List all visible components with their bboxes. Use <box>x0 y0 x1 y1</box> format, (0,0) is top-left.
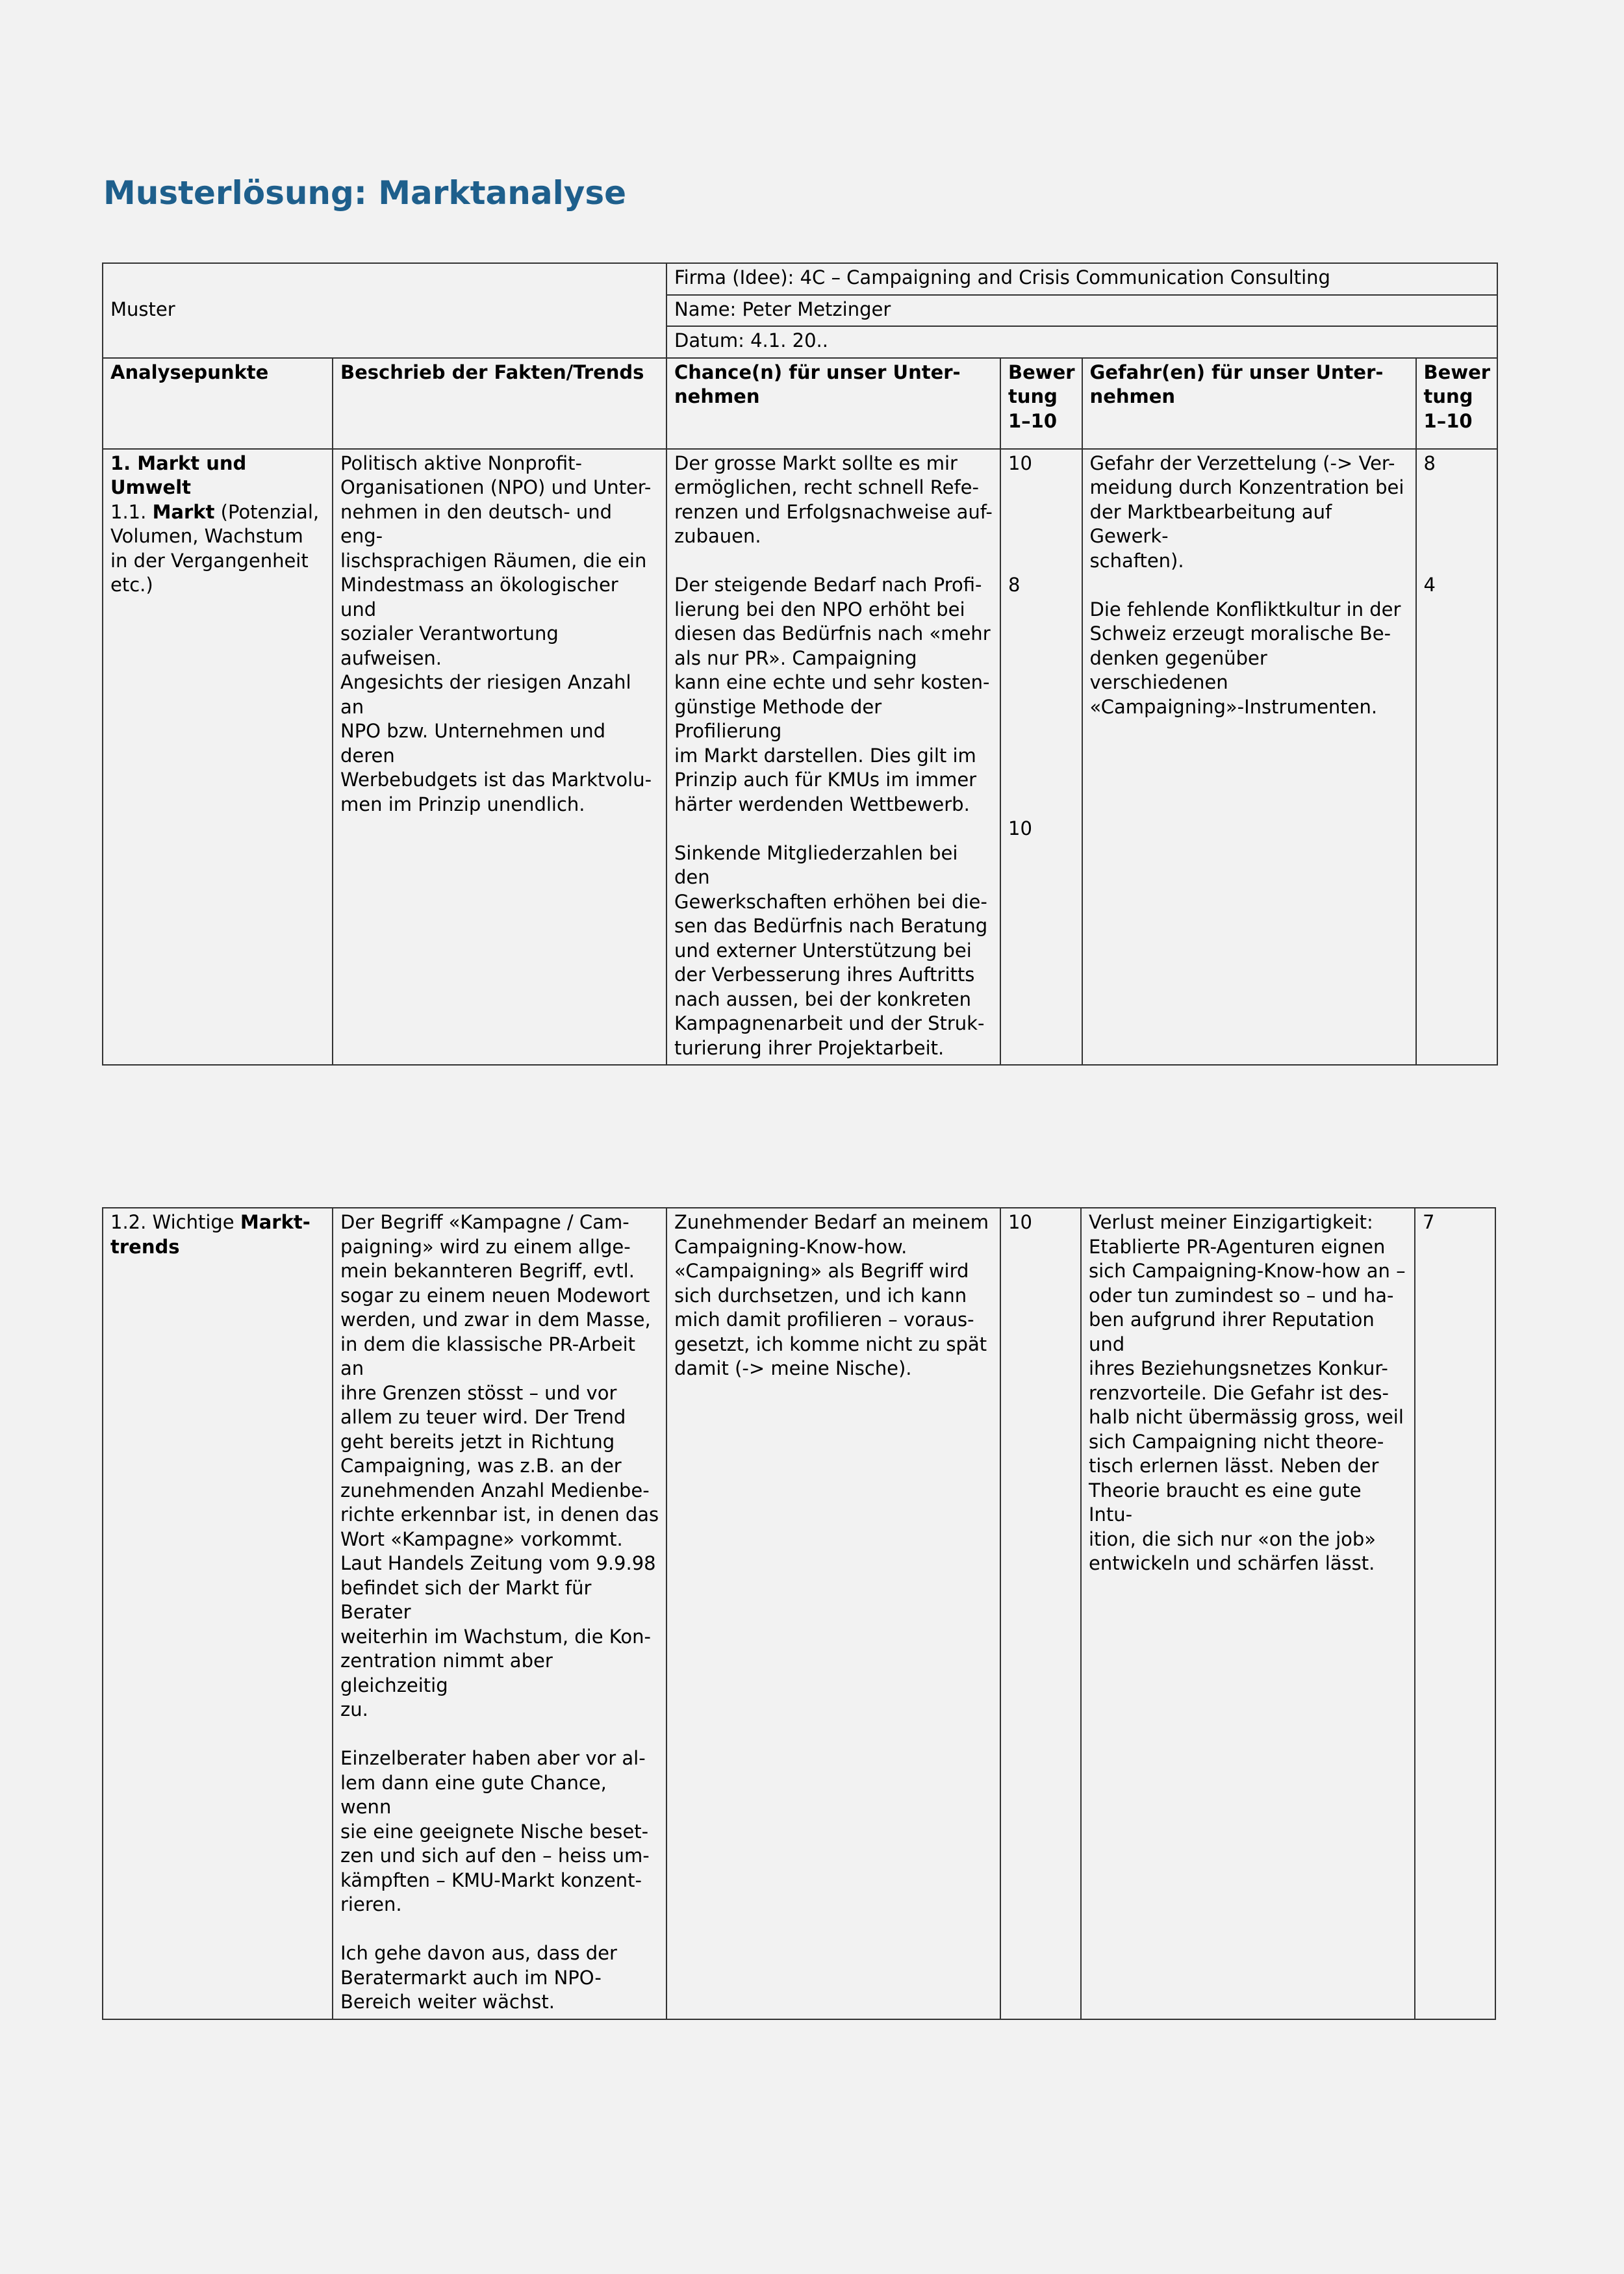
firma-field: Firma (Idee): 4C – Campaigning and Crisis Communication Consulting <box>666 263 1497 295</box>
score: 10 <box>1008 452 1032 474</box>
header-bewertung-gefahren: Bewer tung 1–10 <box>1416 358 1498 449</box>
cell-bewertung-gefahren-markt <box>1416 449 1498 1066</box>
cell-bewertung-chancen-markt <box>1000 449 1082 1066</box>
cell-beschrieb-markt: Politisch aktive Nonprofit- Organisationen (NPO) und Unter- nehmen in den deutsch- und eng- lischsprachigen Räumen, die ein Mindestmass an ökologischer und sozialer Verantwortung aufweisen. Angesichts der riesigen Anzahl an NPO bzw. Unternehmen und deren Werbebudgets ist das Marktvolu- men im Prinzip unendlich. <box>333 449 666 1066</box>
cell-bewertung-gefahren-trends: 7 <box>1415 1208 1495 2019</box>
analysis-table-market <box>102 262 1498 1066</box>
table-row-markt <box>103 449 1497 1066</box>
cell-gefahren-trends: Verlust meiner Einzigartigkeit: Etablierte PR-Agenturen eignen sich Campaigning-Know-how an – oder tun zumindest so – und ha- ben aufgrund ihrer Reputation und ihres Beziehungsnetzes Konkur- renzvorteile. Die Gefahr ist des- halb nicht übermässig gross, weil sich Campaigning nicht theore- tisch erlernen lässt. Neben der Theorie braucht es eine gute Intu- ition, die sich nur «on the job» entwickeln und schärfen lässt. <box>1081 1208 1415 2019</box>
header-bewertung-chancen: Bewer tung 1–10 <box>1000 358 1082 449</box>
score: 4 <box>1423 573 1436 596</box>
cell-analysepunkt-markt: 1. Markt und Umwelt 1.1. Markt (Potenzial, Volumen, Wachstum in der Vergangenheit etc.) <box>103 449 333 1066</box>
cell-analysepunkt-trends: 1.2. Wichtige Markt- trends <box>103 1208 333 2019</box>
muster-label: Muster <box>103 263 666 358</box>
header-chancen: Chance(n) für unser Unter- nehmen <box>666 358 1000 449</box>
score: 8 <box>1008 573 1021 596</box>
analysis-table-trends <box>102 1207 1496 2020</box>
cell-bewertung-chancen-trends: 10 <box>1000 1208 1081 2019</box>
header-analysepunkte: Analysepunkte <box>103 358 333 449</box>
score: 8 <box>1423 452 1436 474</box>
table-row-markttrends <box>103 1208 1495 2019</box>
score: 10 <box>1008 817 1032 839</box>
cell-beschrieb-trends: Der Begriff «Kampagne / Cam- paigning» wird zu einem allge- mein bekannteren Begriff, evtl. sogar zu einem neuen Modewort werden, und zwar in dem Masse, in dem die klassische PR-Arbeit an ihre Grenzen stösst – und vor allem zu teuer wird. Der Trend geht bereits jetzt in Richtung Campaigning, was z.B. an der zunehmenden Anzahl Medienbe- richte erkennbar ist, in denen das Wort «Kampagne» vorkommt. Laut Handels Zeitung vom 9.9.98 befindet sich der Markt für Berater weiterhin im Wachstum, die Kon- zentration nimmt aber gleichzeitig zu. Einzelberater haben aber vor al- lem dann eine gute Chance, wenn sie eine geeignete Nische beset- zen und sich auf den – heiss um- kämpften – KMU-Markt konzent- rieren. Ich gehe davon aus, dass der Beratermarkt auch im NPO- Bereich weiter wächst. <box>333 1208 666 2019</box>
page-title: Musterlösung: Marktanalyse <box>103 174 627 212</box>
name-field: Name: Peter Metzinger <box>666 295 1497 327</box>
header-beschrieb: Beschrieb der Fakten/Trends <box>333 358 666 449</box>
cell-chancen-trends: Zunehmender Bedarf an meinem Campaigning-Know-how. «Campaigning» als Begriff wird sich durchsetzen, und ich kann mich damit profilieren – voraus- gesetzt, ich komme nicht zu spät damit (-> meine Nische). <box>666 1208 1000 2019</box>
datum-field: Datum: 4.1. 20.. <box>666 326 1497 358</box>
header-gefahren: Gefahr(en) für unser Unter- nehmen <box>1082 358 1416 449</box>
cell-chancen-markt: Der grosse Markt sollte es mir ermöglichen, recht schnell Refe- renzen und Erfolgsnachweise auf- zubauen. Der steigende Bedarf nach Profi- lierung bei den NPO erhöht bei diesen das Bedürfnis nach «mehr als nur PR». Campaigning kann eine echte und sehr kosten- günstige Methode der Profilierung im Markt darstellen. Dies gilt im Prinzip auch für KMUs im immer härter werdenden Wettbewerb. Sinkende Mitgliederzahlen bei den Gewerkschaften erhöhen bei die- sen das Bedürfnis nach Beratung und externer Unterstützung bei der Verbesserung ihres Auftritts nach aussen, bei der konkreten Kampagnenarbeit und der Struk- turierung ihrer Projektarbeit. <box>666 449 1000 1066</box>
header-row <box>103 358 1497 449</box>
cell-gefahren-markt: Gefahr der Verzettelung (-> Ver- meidung durch Konzentration bei der Marktbearbeitung auf Gewerk- schaften). Die fehlende Konfliktkultur in der Schweiz erzeugt moralische Be- denken gegenüber verschiedenen «Campaigning»-Instrumenten. <box>1082 449 1416 1066</box>
